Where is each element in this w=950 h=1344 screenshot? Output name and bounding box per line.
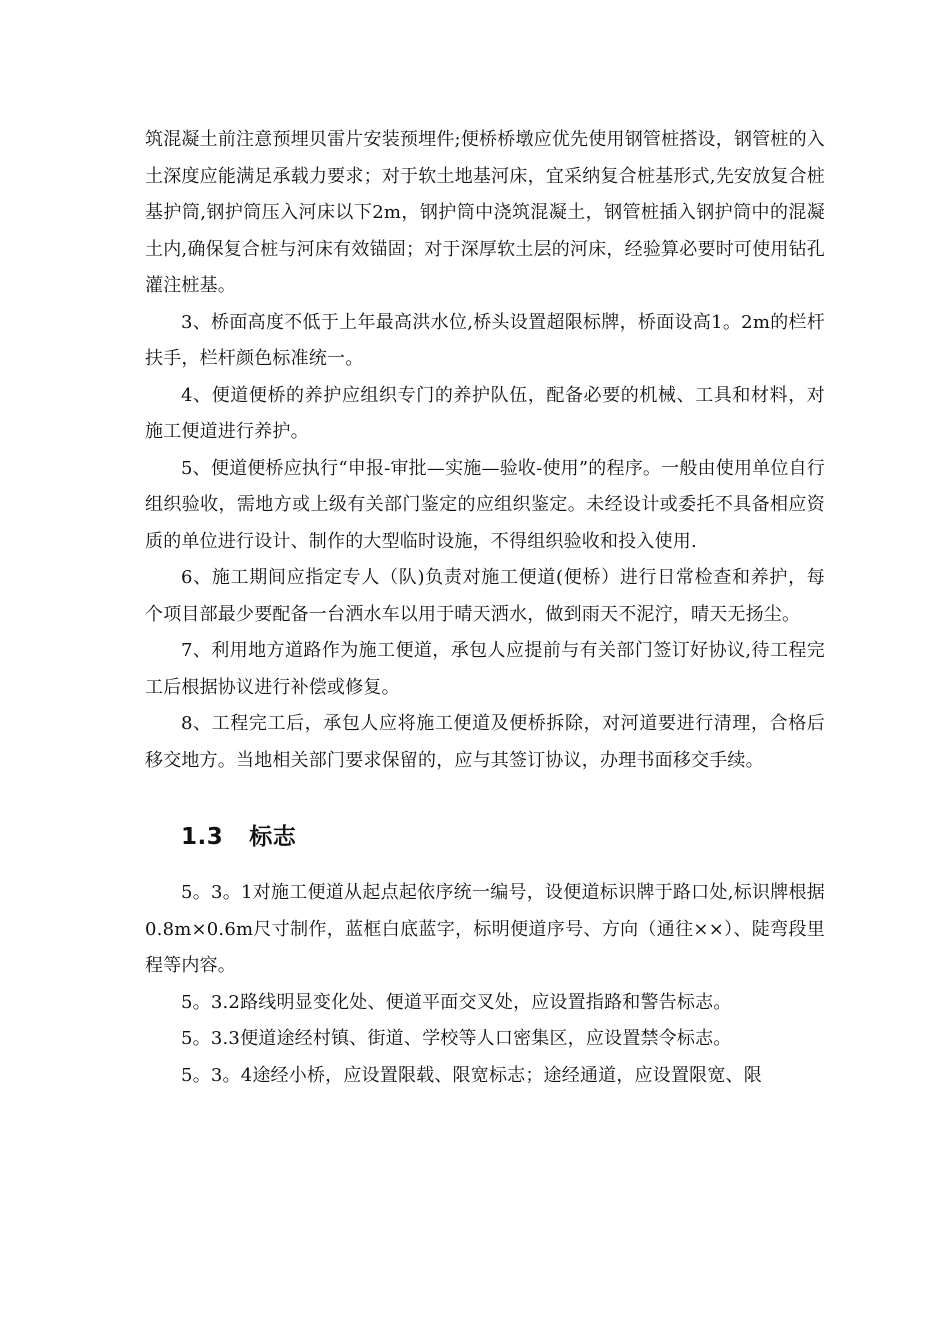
paragraph: 5。3。4途经小桥，应设置限载、限宽标志；途经通道，应设置限宽、限 [181,1064,762,1086]
paragraph: 5。3。1对施工便道从起点起依序统一编号，设便道标识牌于路口处,标识牌根据0.8m×0.6m尺寸制作，蓝框白底蓝字，标明便道序号、方向（通往××）、陡弯段里程等内容。 [145,882,825,976]
paragraph: 6、施工期间应指定专人（队)负责对施工便道(便桥）进行日常检查和养护，每个项目部最少要配备一台洒水车以用于晴天洒水，做到雨天不泥泞，晴天无扬尘。 [145,567,825,625]
paragraph: 5、便道便桥应执行“申报-审批—实施—验收-使用”的程序。一般由使用单位自行组织验收，需地方或上级有关部门鉴定的应组织鉴定。未经设计或委托不具备相应资质的单位进行设计、制作的大型临时设施，不得组织验收和投入使用. [145,457,825,552]
paragraph: 筑混凝土前注意预埋贝雷片安装预埋件;便桥桥墩应优先使用钢管桩搭设，钢管桩的入土深度应能满足承载力要求；对于软土地基河床，宜采纳复合桩基形式,先安放复合桩基护筒,钢护筒压入河床以下2m，钢护筒中浇筑混凝土，钢管桩插入钢护筒中的混凝土内,确保复合桩与河床有效锚固；对于深厚软土层的河床，经验算必要时可使用钻孔灌注桩基。 [145,129,825,296]
paragraph: 3、桥面高度不低于上年最高洪水位,桥头设置超限标牌，桥面设高1。2m的栏杆扶手，栏杆颜色标准统一。 [145,311,825,369]
section-title: 标志 [249,824,297,850]
section-number: 1.3 [181,824,224,850]
section-heading [145,779,825,875]
paragraph: 5。3.2路线明显变化处、便道平面交叉处，应设置指路和警告标志。 [181,991,732,1013]
paragraph: 4、便道便桥的养护应组织专门的养护队伍，配备必要的机械、工具和材料，对施工便道进行养护。 [145,384,825,442]
document-body [145,122,825,1094]
paragraph: 8、工程完工后，承包人应将施工便道及便桥拆除，对河道要进行清理，合格后移交地方。当地相关部门要求保留的，应与其签订协议，办理书面移交手续。 [145,713,825,771]
paragraph: 7、利用地方道路作为施工便道，承包人应提前与有关部门签订好协议,待工程完工后根据协议进行补偿或修复。 [145,640,825,698]
paragraph: 5。3.3便道途经村镇、街道、学校等人口密集区，应设置禁令标志。 [181,1028,732,1049]
